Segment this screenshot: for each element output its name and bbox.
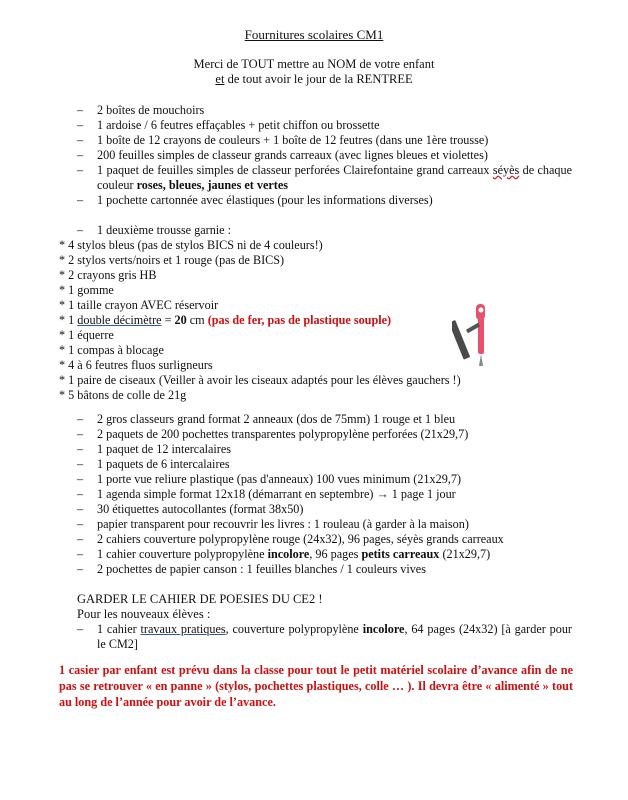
list-item bbox=[0, 328, 628, 343]
list-item bbox=[0, 358, 628, 373]
star-bullet: * bbox=[59, 343, 66, 357]
item-text: = bbox=[161, 313, 175, 327]
intro bbox=[0, 57, 628, 87]
list-item: – 1 ardoise / 6 feutres effaçables + petit chiffon ou brossette bbox=[0, 118, 628, 133]
nouveaux-list bbox=[0, 622, 628, 652]
intro-line-1: Merci de TOUT mettre au NOM de votre enfant bbox=[193, 57, 435, 71]
item-text: 4 stylos bleus (pas de stylos BICS ni de 4 couleurs!) bbox=[68, 238, 323, 252]
nouveaux-line: Pour les nouveaux élèves : bbox=[77, 607, 211, 621]
list-item: – papier transparent pour recouvrir les livres : 1 rouleau (à garder à la maison) bbox=[0, 517, 628, 532]
list-item: – 1 deuxième trousse garnie : bbox=[0, 223, 628, 238]
list-item bbox=[0, 313, 628, 328]
item-bold: incolore bbox=[267, 547, 310, 561]
item-text: , couverture polypropylène bbox=[225, 622, 363, 636]
list-item: – 1 paquets de 6 intercalaires bbox=[0, 457, 628, 472]
list-item bbox=[0, 388, 628, 403]
star-bullet: * bbox=[59, 268, 66, 282]
star-bullet: * bbox=[59, 358, 66, 372]
item-text: 1 paquet de feuilles simples de classeur perforées Clairefontaine grand carreaux bbox=[97, 163, 493, 177]
list-item bbox=[0, 283, 628, 298]
list-item: – 2 cahiers couverture polypropylène rouge (24x32), 96 pages, séyès grands carreaux bbox=[0, 532, 628, 547]
list-item: – 1 boîte de 12 crayons de couleurs + 1 boîte de 12 feutres (dans une 1ère trousse) bbox=[0, 133, 628, 148]
item-text: 1 cahier bbox=[97, 622, 141, 636]
garder-notice bbox=[77, 592, 322, 622]
item-text: , 96 pages bbox=[309, 547, 362, 561]
item-text: 1 cahier couverture polypropylène bbox=[97, 547, 268, 561]
casier-note: 1 casier par enfant est prévu dans la classe pour tout le petit matériel scolaire d’avance afin de ne pas se retrouver « en panne » (stylos, pochettes plastiques, colle … ). Il devra être « alimenté » tout au long de l’année pour avoir de l’avance. bbox=[59, 663, 573, 709]
list-item: – 1 agenda simple format 12x18 (démarrant en septembre) → 1 page 1 jour bbox=[0, 487, 628, 502]
trousse-contents bbox=[0, 238, 628, 403]
item-text: (21x29,7) bbox=[439, 547, 491, 561]
item-text: 2 crayons gris HB bbox=[68, 268, 157, 282]
star-bullet: * bbox=[59, 238, 66, 252]
list-item: – 2 pochettes de papier canson : 1 feuilles blanches / 1 couleurs vives bbox=[0, 562, 628, 577]
star-bullet: * bbox=[59, 283, 66, 297]
item-bold: petits carreaux bbox=[361, 547, 440, 561]
item-red: (pas de fer, pas de plastique souple) bbox=[207, 313, 392, 327]
item-text: cm bbox=[186, 313, 208, 327]
item-text: 5 bâtons de colle de 21g bbox=[68, 388, 187, 402]
intro-line-2 bbox=[0, 72, 628, 87]
list-item bbox=[0, 547, 628, 562]
page-title: Fournitures scolaires CM1 bbox=[244, 27, 384, 42]
list-item: – 2 gros classeurs grand format 2 anneaux (dos de 75mm) 1 rouge et 1 bleu bbox=[0, 412, 628, 427]
list-item: – 30 étiquettes autocollantes (format 38x50) bbox=[0, 502, 628, 517]
star-bullet: * bbox=[59, 253, 66, 267]
item-text: 2 stylos verts/noirs et 1 rouge (pas de BICS) bbox=[68, 253, 285, 267]
list-item: – 1 pochette cartonnée avec élastiques (pour les informations diverses) bbox=[0, 193, 628, 208]
list-item bbox=[0, 253, 628, 268]
list-item bbox=[0, 373, 628, 388]
star-bullet: * bbox=[59, 298, 66, 312]
list-item bbox=[0, 238, 628, 253]
item-text: 4 à 6 feutres fluos surligneurs bbox=[68, 358, 213, 372]
list-item: – 1 paquet de 12 intercalaires bbox=[0, 442, 628, 457]
intro-et: et bbox=[215, 72, 225, 86]
list-item: – 2 paquets de 200 pochettes transparentes polypropylène perforées (21x29,7) bbox=[0, 427, 628, 442]
item-text: 1 équerre bbox=[68, 328, 114, 342]
item-colors: roses, bleues, jaunes et vertes bbox=[136, 178, 289, 192]
star-bullet: * bbox=[59, 388, 66, 402]
star-bullet: * bbox=[59, 313, 66, 327]
item-text: 1 compas à blocage bbox=[68, 343, 164, 357]
star-bullet: * bbox=[59, 373, 66, 387]
list-item bbox=[0, 163, 628, 193]
trousse-header bbox=[0, 223, 628, 238]
item-text: 1 paire de ciseaux (Veiller à avoir les ciseaux adaptés pour les élèves gauchers !) bbox=[68, 373, 461, 387]
supply-list-2 bbox=[0, 412, 628, 577]
list-item: – 2 boîtes de mouchoirs bbox=[0, 103, 628, 118]
item-text: , 64 pages (24x32) [à garder pour le CM2] bbox=[97, 622, 572, 651]
list-item bbox=[0, 298, 628, 313]
list-item bbox=[0, 343, 628, 358]
item-underlined: travaux pratiques bbox=[140, 622, 226, 636]
item-text: de chaque couleur bbox=[97, 163, 572, 192]
garder-line: GARDER LE CAHIER DE POESIES DU CE2 ! bbox=[77, 592, 323, 606]
item-text: 1 taille crayon AVEC réservoir bbox=[68, 298, 219, 312]
item-seyes: séyès bbox=[492, 163, 520, 177]
list-item: – 1 porte vue reliure plastique (pas d'anneaux) 100 vues minimum (21x29,7) bbox=[0, 472, 628, 487]
item-underlined: double décimètre bbox=[77, 313, 162, 327]
list-item: – 200 feuilles simples de classeur grands carreaux (avec lignes bleues et violettes) bbox=[0, 148, 628, 163]
supply-list-1 bbox=[0, 103, 628, 208]
item-bold: incolore bbox=[362, 622, 405, 636]
compass-icon bbox=[452, 300, 494, 368]
star-bullet: * bbox=[59, 328, 66, 342]
list-item bbox=[0, 622, 628, 652]
intro-line-2-rest: de tout avoir le jour de la RENTREE bbox=[224, 72, 413, 86]
item-text: 1 bbox=[68, 313, 78, 327]
item-text: 1 gomme bbox=[68, 283, 114, 297]
list-item bbox=[0, 268, 628, 283]
item-bold: 20 bbox=[174, 313, 187, 327]
